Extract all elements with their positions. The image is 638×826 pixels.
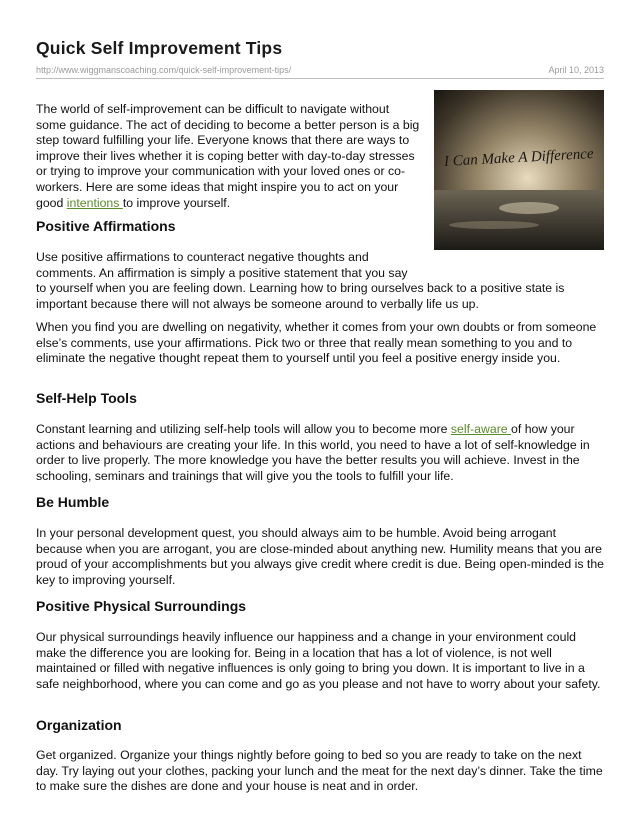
intro-text-end: to improve yourself. <box>122 195 231 210</box>
heading-positive-affirmations: Positive Affirmations <box>36 218 176 234</box>
heading-organization: Organization <box>36 717 122 733</box>
selfhelp-text-end: of how your actions and behaviours are creating your life. In this world, you need to have a lot of self-knowledge in order to live properly. The more knowledge you have the better results you will achieve. Invest in the schooling, seminars and trainings that will give you the tools to fulfill your life. <box>36 422 590 483</box>
self-aware-link[interactable]: self-aware <box>450 422 512 436</box>
image-caption: I Can Make A Difference <box>443 146 594 170</box>
intro-text: The world of self-improvement can be difficult to navigate without some guidance. The act of deciding to become a better person is a big step toward fulfilling your life. Everyone knows that there are ways to improve their lives whether it is coping better with day-to-day stresses or trying to improve your communication with your loved ones or co-workers. Here are some ideas that might inspire you to act on your good <box>36 102 420 210</box>
heading-be-humble: Be Humble <box>36 494 110 510</box>
hero-image <box>434 90 604 250</box>
intentions-link[interactable]: intentions <box>66 195 123 210</box>
heading-self-help-tools: Self-Help Tools <box>36 390 137 406</box>
organization-paragraph <box>36 748 604 795</box>
sunset-ocean-image <box>434 90 604 250</box>
affirmations-text-1: Use positive affirmations to counteract negative thoughts and comments. An affirmation is simply a positive statement that you say to yourself when you are feeling down. Learning how to bring ourselves back to a positive state is important because there will not always be someone around to verbally life us up. <box>36 250 565 311</box>
humble-text: In your personal development quest, you should always aim to be humble. Avoid being arrogant because when you are arrogant, you are close-minded about anything new. Humility means that you are proud of your accomplishments but you always give credit where credit is due. Being open-minded is the key to improving yourself. <box>36 526 605 587</box>
page <box>36 38 605 794</box>
page-title: Quick Self Improvement Tips <box>36 38 283 58</box>
meta-bar <box>36 65 604 79</box>
intro-paragraph <box>36 102 421 211</box>
heading-positive-physical-surroundings: Positive Physical Surroundings <box>36 598 247 614</box>
affirmations-paragraph-2 <box>36 320 604 367</box>
surroundings-text: Our physical surroundings heavily influence our happiness and a change in your environment could make the difference you are looking for. Being in a location that has a lot of violence, is not well maintained or filled with negative influences is only going to bring you down. It is important to live in a safe neighborhood, where you can come and go as you please and not have to worry about your safety. <box>36 630 601 691</box>
surroundings-paragraph <box>36 630 604 692</box>
affirmations-paragraph-1 <box>36 250 604 312</box>
selfhelp-paragraph <box>36 422 604 484</box>
affirmations-text-2: When you find you are dwelling on negativity, whether it comes from your own doubts or from someone else’s comments, use your affirmations. Pick two or three that really mean something to you and to eliminate the negative thought repeat them to yourself until you feel a positive energy inside you. <box>36 320 597 366</box>
publish-date: April 10, 2013 <box>548 65 604 75</box>
organization-text: Get organized. Organize your things nightly before going to bed so you are ready to take on the next day. Try laying out your clothes, packing your lunch and the meat for the next day’s dinner. Take the time to make sure the dishes are done and your house is neat and in order. <box>36 748 603 794</box>
humble-paragraph <box>36 526 604 588</box>
source-url-link[interactable]: http://www.wiggmanscoaching.com/quick-self-improvement-tips/ <box>36 65 292 75</box>
selfhelp-text: Constant learning and utilizing self-help tools will allow you to become more <box>36 422 451 436</box>
